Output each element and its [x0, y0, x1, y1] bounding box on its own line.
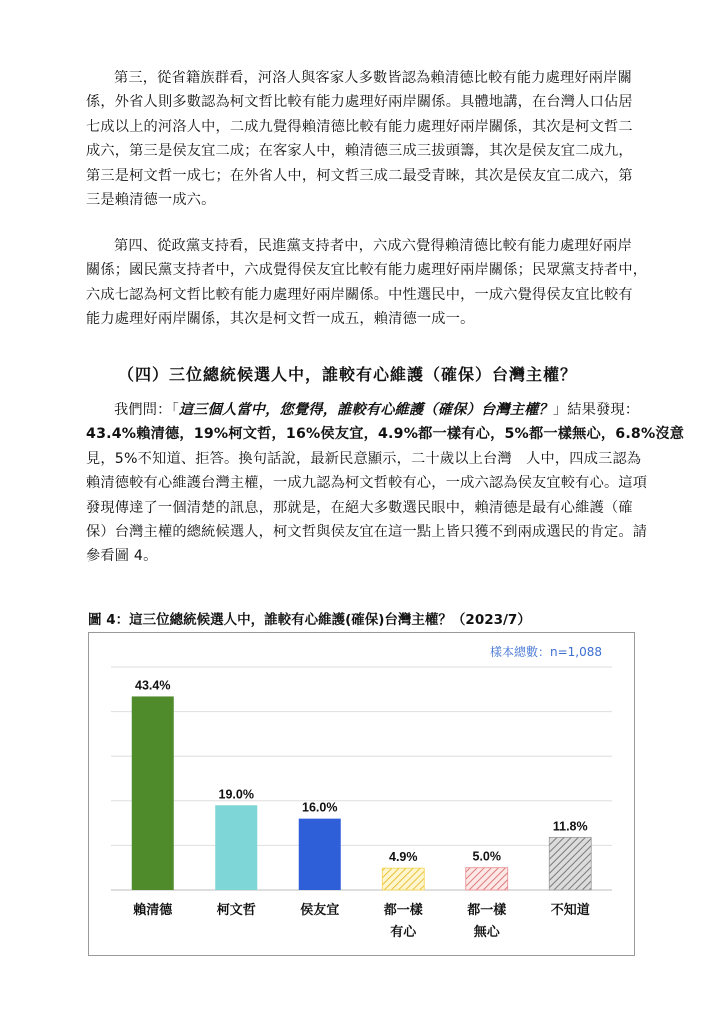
para5-line-1	[86, 398, 646, 422]
bar	[382, 868, 424, 890]
category-label: 賴清德	[133, 902, 173, 917]
bar	[549, 837, 591, 890]
bar	[132, 696, 174, 890]
para4-line: 關係；國民黨支持者中，六成覺得侯友宜比較有能力處理好兩岸關係；民眾黨支持者中，	[86, 262, 648, 279]
chart-canvas	[89, 633, 634, 955]
bar	[299, 819, 341, 890]
para5-line: 參看圖 4。	[86, 548, 158, 565]
para3-line: 第三，從省籍族群看，河洛人與客家人多數皆認為賴清德比較有能力處理好兩岸關	[114, 70, 632, 86]
bar-value-label: 4.9%	[389, 850, 418, 865]
para5-line: 43.4%賴清德，19%柯文哲，16%侯友宜，4.9%都一樣有心，5%都一樣無心，6.8%沒意	[86, 426, 685, 443]
category-label: 都一樣	[383, 902, 423, 917]
survey-question: 這三個人當中，您覺得，誰較有心維護（確保）台灣主權？	[178, 402, 553, 418]
bar-chart	[88, 632, 635, 956]
para3-line: 第三是柯文哲一成七；在外省人中，柯文哲三成二最受青睞，其次是侯友宜二成六，第	[86, 167, 633, 184]
bar-value-label: 11.8%	[552, 819, 588, 834]
para3-line: 成六，第三是侯友宜二成；在客家人中，賴清德三成三拔頭籌，其次是侯友宜二成九，	[86, 143, 633, 160]
category-label: 無心	[473, 924, 500, 939]
paragraph-party-support	[86, 234, 646, 332]
bar-value-label: 19.0%	[218, 787, 254, 802]
category-label: 有心	[390, 924, 417, 939]
category-label: 侯友宜	[300, 902, 340, 917]
bar-value-label: 43.4%	[135, 678, 171, 693]
quote-open: 我們問：「	[114, 402, 179, 418]
para5-line: 保）台灣主權的總統候選人，柯文哲與侯友宜在這一點上皆只獲不到兩成選民的肯定。請	[86, 524, 648, 541]
category-labels	[133, 902, 590, 939]
paragraph-ethnic-groups	[86, 66, 646, 212]
bar-value-label: 5.0%	[472, 849, 501, 864]
category-label: 不知道	[550, 902, 590, 917]
para3-line: 七成以上的河洛人中，二成九覺得賴清德比較有能力處理好兩岸關係，其次是柯文哲二	[86, 118, 633, 135]
gridlines	[111, 667, 612, 890]
para5-line: 見，5%不知道、拒答。換句話說，最新民意顯示，二十歲以上台灣 人中，四成三認為	[86, 450, 642, 467]
figure-caption: 圖 4：這三位總統候選人中，誰較有心維護(確保)台灣主權？（2023/7）	[88, 612, 531, 628]
bar	[466, 868, 508, 890]
bars	[132, 696, 592, 890]
quote-close: 」結果發現：	[552, 402, 640, 418]
bar	[215, 805, 257, 890]
sample-size-note: 樣本總數：n=1,088	[489, 645, 602, 659]
para5-line: 發現傳達了一個清楚的訊息，那就是，在絕大多數選民眼中，賴清德是最有心維護（確	[86, 499, 633, 516]
value-labels	[135, 678, 588, 864]
para3-line: 三是賴清德一成六。	[86, 192, 216, 209]
para5-line: 賴清德較有心維護台灣主權，一成九認為柯文哲較有心，一成六認為侯友宜較有心。這項	[86, 475, 648, 492]
paragraph-survey-result	[86, 398, 685, 569]
category-label: 都一樣	[467, 902, 507, 917]
para4-line: 六成七認為柯文哲比較有能力處理好兩岸關係。中性選民中，一成六覺得侯友宜比較有	[86, 286, 633, 303]
para4-line: 能力處理好兩岸關係，其次是柯文哲一成五，賴清德一成一。	[86, 311, 475, 328]
category-label: 柯文哲	[216, 902, 256, 917]
section-heading: （四）三位總統候選人中，誰較有心維護（確保）台灣主權？	[118, 365, 578, 384]
para3-line: 係，外省人則多數認為柯文哲比較有能力處理好兩岸關係。具體地講，在台灣人口佔居	[86, 94, 633, 111]
para4-line: 第四、從政黨支持看，民進黨支持者中，六成六覺得賴清德比較有能力處理好兩岸	[114, 238, 632, 254]
bar-value-label: 16.0%	[302, 800, 338, 815]
